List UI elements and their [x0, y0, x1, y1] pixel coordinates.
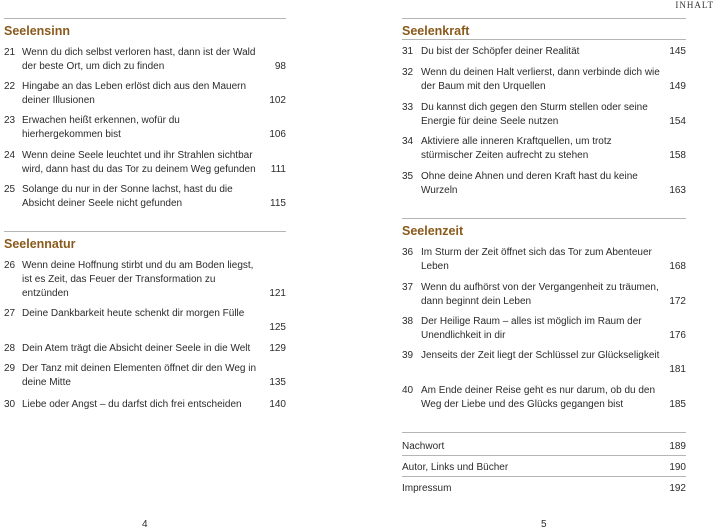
entry-title: Wenn deine Hoffnung stirbt und du am Boden liegst, ist es Zeit, das Feuer der Transformation zu entzünden — [22, 260, 254, 299]
entry-number: 33 — [402, 102, 414, 113]
entry-number: 34 — [402, 136, 414, 147]
entry-page: 115 — [270, 198, 286, 209]
back-matter-impressum[interactable] — [402, 482, 686, 496]
entry-number: 24 — [4, 150, 16, 161]
toc-entry-39[interactable] — [402, 349, 686, 377]
entry-page: 145 — [669, 46, 686, 57]
toc-entry-27[interactable] — [4, 307, 286, 335]
toc-entry-22[interactable] — [4, 80, 286, 108]
entry-title: Deine Dankbarkeit heute schenkt dir morgen Fülle — [22, 308, 245, 319]
toc-entry-21[interactable] — [4, 46, 286, 74]
entry-title: Impressum — [402, 483, 452, 494]
entry-title: Nachwort — [402, 441, 445, 452]
entry-number: 25 — [4, 184, 16, 195]
entry-title: Im Sturm der Zeit öffnet sich das Tor zum Abenteuer Leben — [421, 247, 652, 272]
section-divider — [402, 476, 686, 477]
back-matter-nachwort[interactable] — [402, 440, 686, 454]
entry-page: 154 — [669, 116, 686, 127]
entry-title: Hingabe an das Leben erlöst dich aus den Mauern deiner Illusionen — [22, 81, 247, 106]
entry-page: 102 — [269, 95, 286, 106]
entry-page: 185 — [669, 399, 686, 410]
section-divider — [4, 231, 286, 232]
entry-title: Aktiviere alle inneren Kraftquellen, um trotz stürmischer Zeiten aufrecht zu stehen — [421, 136, 612, 161]
toc-entry-28[interactable] — [4, 342, 286, 356]
section-divider — [402, 39, 686, 40]
entry-number: 30 — [4, 399, 16, 410]
entry-number: 36 — [402, 247, 414, 258]
entry-title: Liebe oder Angst – du darfst dich frei entscheiden — [22, 399, 242, 410]
entry-page: 163 — [669, 185, 686, 196]
entry-title: Jenseits der Zeit liegt der Schlüssel zur Glückseligkeit — [421, 350, 660, 361]
toc-entry-25[interactable] — [4, 183, 286, 211]
toc-entry-33[interactable] — [402, 101, 686, 129]
entry-number: 28 — [4, 343, 16, 354]
toc-entry-23[interactable] — [4, 114, 286, 142]
entry-title: Am Ende deiner Reise geht es nur darum, ob du den Weg der Liebe und des Glücks gegangen bist — [421, 385, 656, 410]
toc-entry-32[interactable] — [402, 66, 686, 94]
entry-page: 189 — [669, 441, 686, 452]
section-title-seelenzeit: Seelenzeit — [402, 224, 464, 238]
entry-title: Wenn du dich selbst verloren hast, dann ist der Wald der beste Ort, um dich zu finden — [22, 47, 256, 72]
entry-page: 168 — [669, 261, 686, 272]
entry-page: 192 — [669, 483, 686, 494]
entry-number: 26 — [4, 260, 16, 271]
entry-page: 125 — [269, 322, 286, 333]
section-divider — [402, 18, 686, 19]
entry-page: 106 — [269, 129, 286, 140]
section-title-seelensinn: Seelensinn — [4, 24, 70, 38]
toc-entry-31[interactable] — [402, 45, 686, 59]
entry-title: Ohne deine Ahnen und deren Kraft hast du keine Wurzeln — [421, 171, 638, 196]
entry-page: 111 — [270, 164, 286, 175]
entry-page: 129 — [269, 343, 286, 354]
toc-entry-37[interactable] — [402, 281, 686, 309]
entry-number: 37 — [402, 282, 414, 293]
entry-page: 98 — [274, 61, 286, 72]
entry-title: Solange du nur in der Sonne lachst, hast du die Absicht deiner Seele nicht gefunden — [22, 184, 233, 209]
entry-title: Erwachen heißt erkennen, wofür du hierhergekommen bist — [22, 115, 180, 140]
back-matter-autor[interactable] — [402, 461, 686, 475]
entry-title: Autor, Links und Bücher — [402, 462, 509, 473]
entry-number: 21 — [4, 47, 16, 58]
entry-title: Du bist der Schöpfer deiner Realität — [421, 46, 580, 57]
toc-entry-24[interactable] — [4, 149, 286, 177]
toc-entry-30[interactable] — [4, 398, 286, 412]
entry-title: Dein Atem trägt die Absicht deiner Seele in die Welt — [22, 343, 251, 354]
entry-page: 121 — [269, 288, 286, 299]
entry-number: 32 — [402, 67, 414, 78]
entry-number: 31 — [402, 46, 414, 57]
section-divider — [402, 432, 686, 433]
toc-entry-34[interactable] — [402, 135, 686, 163]
entry-page: 149 — [669, 81, 686, 92]
toc-entry-38[interactable] — [402, 315, 686, 343]
entry-page: 135 — [269, 377, 286, 388]
entry-number: 27 — [4, 308, 16, 319]
entry-page: 181 — [669, 364, 686, 375]
entry-number: 23 — [4, 115, 16, 126]
entry-title: Du kannst dich gegen den Sturm stellen oder seine Energie für deine Seele nutzen — [421, 102, 648, 127]
toc-entry-29[interactable] — [4, 362, 286, 390]
entry-page: 140 — [269, 399, 286, 410]
entry-title: Der Tanz mit deinen Elementen öffnet dir den Weg in deine Mitte — [22, 363, 257, 388]
entry-number: 35 — [402, 171, 414, 182]
page-number-right: 5 — [541, 519, 547, 530]
running-header: INHALT — [675, 0, 714, 10]
entry-number: 38 — [402, 316, 414, 327]
entry-page: 190 — [669, 462, 686, 473]
entry-title: Der Heilige Raum – alles ist möglich im Raum der Unendlichkeit in dir — [421, 316, 642, 341]
entry-page: 176 — [669, 330, 686, 341]
entry-number: 39 — [402, 350, 414, 361]
entry-page: 172 — [669, 296, 686, 307]
entry-number: 29 — [4, 363, 16, 374]
entry-page: 158 — [669, 150, 686, 161]
entry-number: 22 — [4, 81, 16, 92]
entry-title: Wenn du aufhörst von der Vergangenheit zu träumen, dann beginnt dein Leben — [421, 282, 659, 307]
entry-title: Wenn deine Seele leuchtet und ihr Strahlen sichtbar wird, dann hast du das Tor zu deinem Weg gefunden — [22, 150, 256, 175]
page-number-left: 4 — [142, 519, 148, 530]
section-divider — [402, 218, 686, 219]
section-divider — [4, 18, 286, 19]
toc-entry-36[interactable] — [402, 246, 686, 274]
entry-number: 40 — [402, 385, 414, 396]
toc-entry-35[interactable] — [402, 170, 686, 198]
toc-entry-40[interactable] — [402, 384, 686, 412]
section-title-seelenkraft: Seelenkraft — [402, 24, 470, 38]
toc-entry-26[interactable] — [4, 259, 286, 301]
entry-title: Wenn du deinen Halt verlierst, dann verbinde dich wie der Baum mit den Urquellen — [421, 67, 660, 92]
section-title-seelennatur: Seelennatur — [4, 237, 76, 251]
section-divider — [402, 455, 686, 456]
